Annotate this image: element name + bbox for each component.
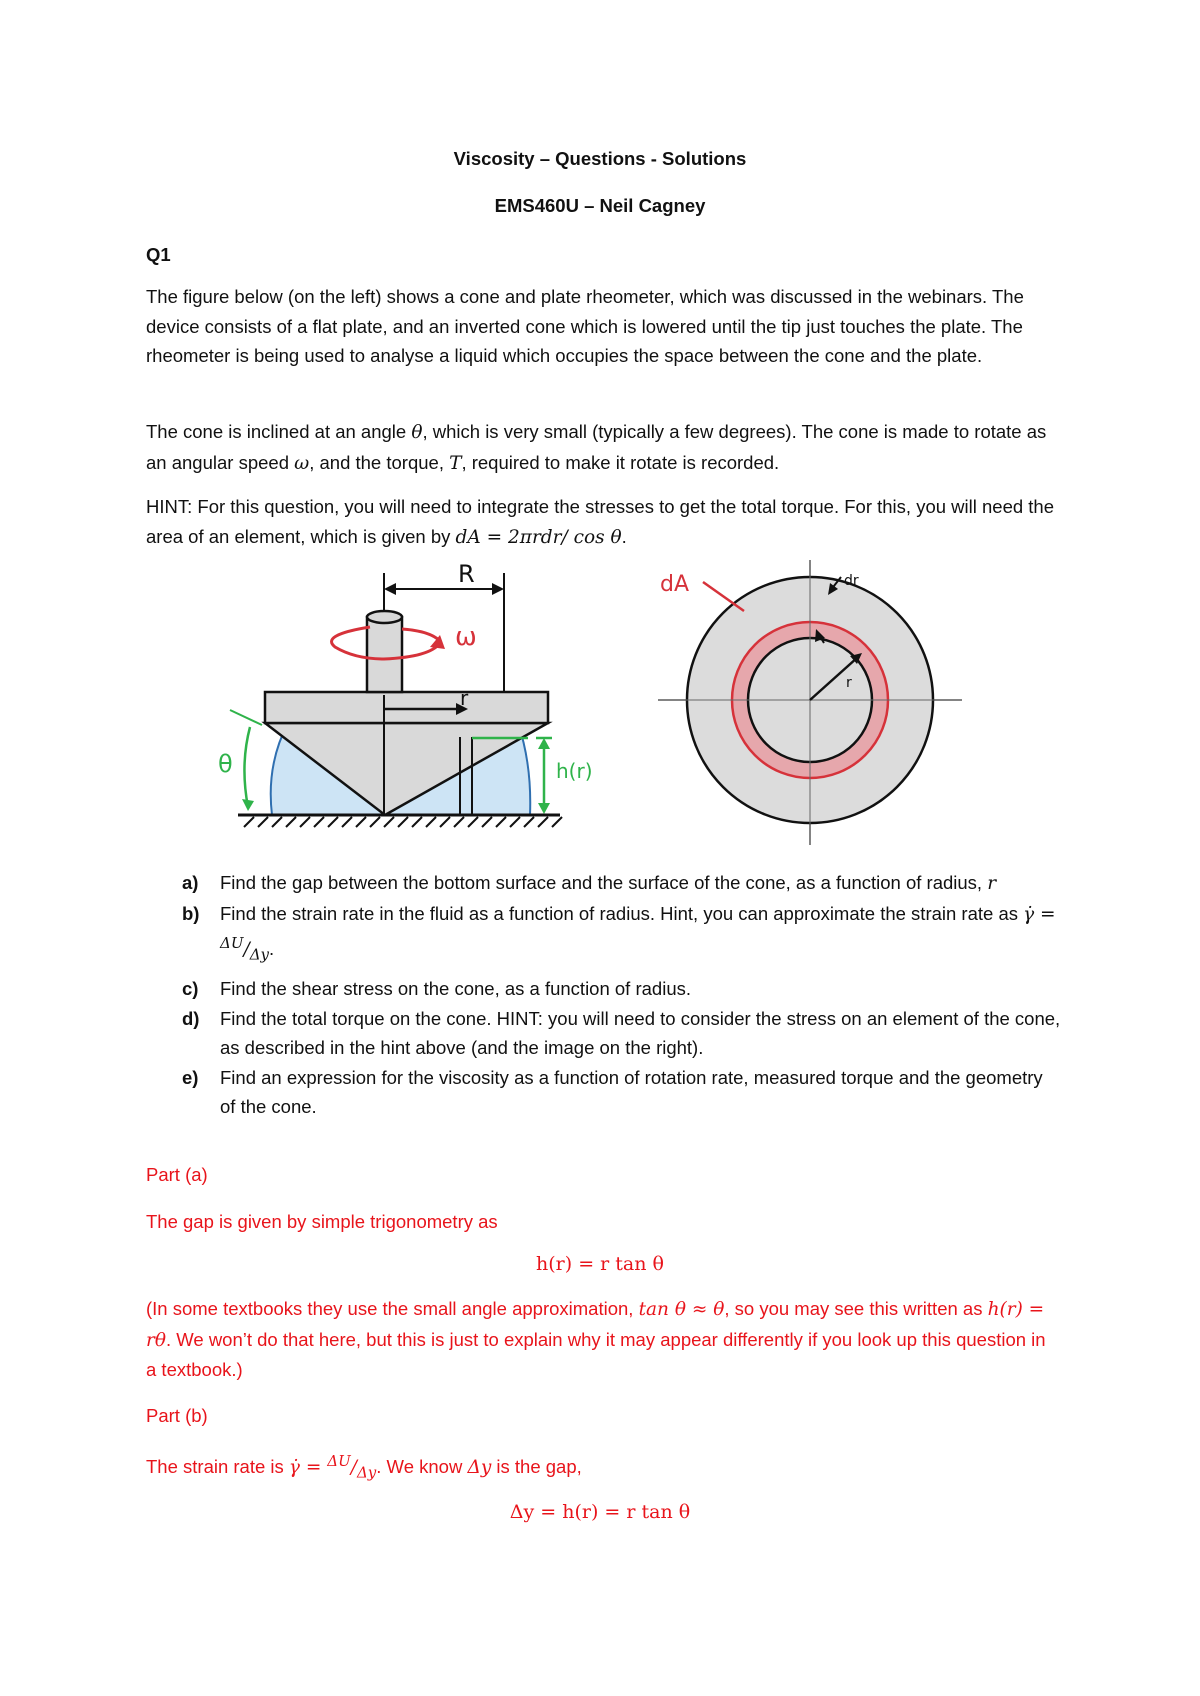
part-b-answer-a: The strain rate is — [146, 1456, 289, 1478]
part-b-answer-c: is the gap, — [491, 1456, 582, 1478]
r-vector-label: r — [846, 675, 852, 691]
part-e-label: e) — [182, 1066, 199, 1088]
part-b-heading: Part (b) — [146, 1405, 208, 1426]
small-angle-note — [146, 1294, 1056, 1385]
para2-text-b: , which is very small (typically a few degrees). The cone is made to rotate as an angular speed — [146, 421, 1047, 473]
omega-symbol: ω — [294, 452, 310, 474]
part-a-answer-text: The gap is given by simple trigonometry as — [146, 1211, 498, 1232]
question-paragraph-1: The figure below (on the left) shows a cone and plate rheometer, which was discussed in the webinars. The device consists of a flat plate, and an inverted cone which is lowered until the tip just touches the plate. The rheometer is being used to analyse a liquid which occupies the space between the cone and the plate. — [146, 286, 1024, 366]
para2-text-c: , and the torque, — [309, 451, 450, 473]
area-element-diagram — [658, 560, 962, 845]
hint-end: . — [621, 525, 627, 547]
theta-label: θ — [218, 750, 233, 778]
note-equation-2: h(r) = rθ — [146, 1299, 1045, 1351]
part-b-end: . — [269, 938, 275, 960]
cone-plate-diagram — [218, 560, 593, 827]
theta-symbol: θ — [411, 422, 423, 443]
part-b-numerator: ΔU — [327, 1452, 351, 1470]
part-b-item — [182, 899, 1062, 971]
hint-text: HINT: For this question, you will need to integrate the stresses to get the total torque. For this, you will need the area of an element, which is given by — [146, 496, 1054, 547]
note-equation-1: tan θ ≈ θ — [638, 1299, 725, 1320]
rheometer-figure — [218, 560, 990, 855]
question-paragraph-2 — [146, 417, 1056, 478]
part-c-item — [182, 974, 1062, 1004]
part-c-label: c) — [182, 978, 199, 1000]
dr-label: dr — [844, 573, 859, 589]
para2-text-a: The cone is inclined at an angle — [146, 421, 412, 442]
part-a-item — [182, 868, 1062, 899]
part-b-denominator: Δy — [356, 1463, 377, 1482]
part-a-text: Find the gap between the bottom surface and the surface of the cone, as a function of radius, — [220, 872, 988, 893]
part-c-text: Find the shear stress on the cone, as a function of radius. — [220, 978, 691, 1000]
r-label: r — [460, 686, 469, 710]
part-a-label: a) — [182, 872, 199, 893]
part-d-label: d) — [182, 1007, 200, 1029]
note-text-c: . We won’t do that here, but this is just to explain why it may appear differently if you look up this question in a textbook.) — [146, 1328, 1046, 1380]
strain-rate-numerator: ΔU — [220, 934, 244, 952]
document-title: Viscosity – Questions - Solutions — [453, 148, 747, 169]
h-label: h(r) — [556, 759, 593, 783]
part-b-answer-b: . We know — [376, 1456, 468, 1478]
strain-rate-lhs: γ̇ = — [1023, 903, 1056, 925]
question-label: Q1 — [146, 244, 171, 265]
part-b-answer-text — [146, 1447, 1056, 1488]
area-element-equation: dA = 2πrdr/ cos θ — [455, 526, 622, 548]
dA-label: dA — [660, 572, 690, 597]
part-b-strain-rate: γ̇ = $^{\Delta U}/_{\Delta y}$ — [288, 1452, 377, 1482]
part-b-lhs: γ̇ = — [288, 1457, 328, 1479]
note-text-a: (In some textbooks they use the small angle approximation, — [146, 1298, 639, 1319]
part-e-item — [182, 1063, 1062, 1122]
gap-equation-2: Δy = h(r) = r tan θ — [509, 1501, 691, 1523]
hint-paragraph — [146, 492, 1056, 552]
part-e-text: Find an expression for the viscosity as a function of rotation rate, measured torque and the geometry of the cone. — [220, 1066, 1043, 1118]
torque-symbol: T — [449, 452, 462, 474]
part-b-text: Find the strain rate in the fluid as a function of radius. Hint, you can approximate the strain rate as — [220, 902, 1024, 924]
part-a-heading: Part (a) — [146, 1164, 208, 1185]
part-d-text: Find the total torque on the cone. HINT: you will need to consider the stress on an element of the cone, as described in the hint above (and the image on the right). — [220, 1007, 1061, 1059]
document-subtitle: EMS460U – Neil Cagney — [494, 195, 706, 216]
note-text-b: , so you may see this written as — [724, 1298, 988, 1319]
omega-label: ω — [455, 622, 477, 652]
para2-text-d: , required to make it rotate is recorded. — [461, 451, 780, 473]
strain-rate-equation: γ̇ = $^{\Delta U}/_{\Delta y}$ — [220, 903, 1056, 964]
part-b-dy: Δy — [467, 1457, 492, 1479]
part-a-var: r — [987, 873, 997, 894]
R-label: R — [458, 560, 475, 588]
part-d-item — [182, 1004, 1062, 1063]
strain-rate-denominator: Δy — [249, 945, 270, 964]
part-b-label: b) — [182, 902, 200, 924]
gap-equation: h(r) = r tan θ — [536, 1253, 664, 1275]
question-parts-list — [182, 868, 1062, 1122]
